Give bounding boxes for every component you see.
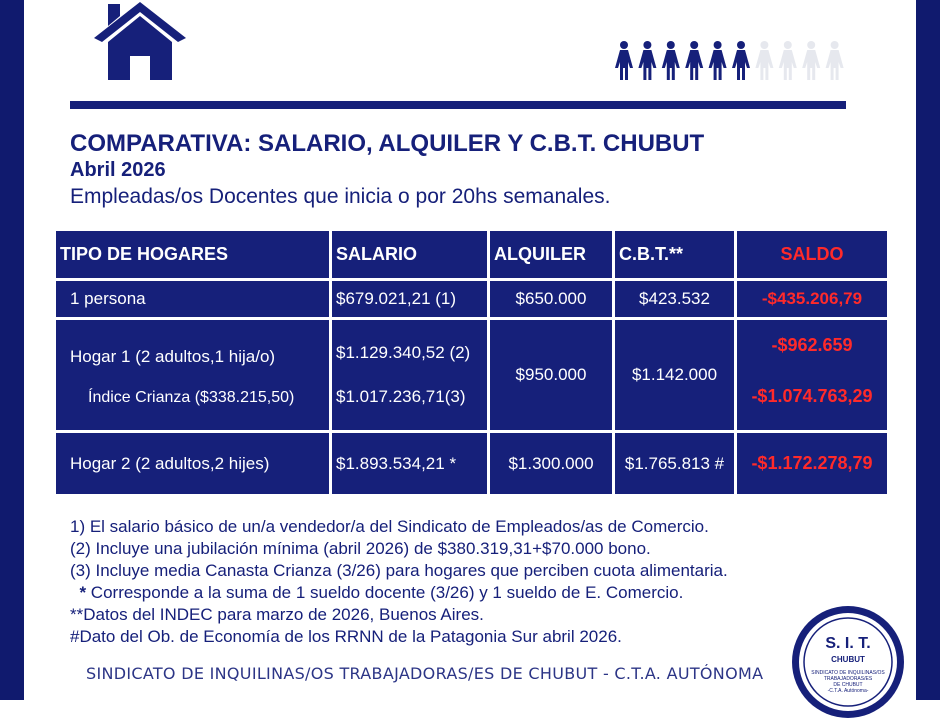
row3-alquiler: $1.300.000 [490,433,612,494]
row2-tipo-main: Hogar 1 (2 adultos,1 hija/o) [70,347,276,366]
row2-saldo-sub: -$1.074.763,29 [751,386,873,406]
note-2: (2) Incluye una jubilación mínima (abril 2026) de $380.319,31+$70.000 bono. [70,539,651,558]
row3-salario: $1.893.534,21 * [332,433,487,494]
row1-saldo: -$435.206,79 [737,281,887,317]
person-figure-icon [685,41,703,80]
note-4-mark: * [79,583,87,602]
note-4-text: Corresponde a la suma de 1 sueldo docente (3/26) y 1 sueldo de E. Comercio. [86,583,684,602]
person-figure-icon [755,41,773,80]
header-rule [70,101,846,109]
page-subtitle: Abril 2026 [70,159,166,181]
footer-text: SINDICATO DE INQUILINAS/OS TRABAJADORAS/ES DE CHUBUT - C.T.A. AUTÓNOMA [86,664,764,683]
row2-salario [332,320,487,430]
person-figure-icons [612,40,848,82]
row2-alquiler: $950.000 [490,320,612,430]
row2-cbt: $1.142.000 [615,320,734,430]
row1-cbt: $423.532 [615,281,734,317]
note-4 [70,582,728,604]
person-figure-icon [638,41,656,80]
right-border [916,0,940,700]
page-description: Empleadas/os Docentes que inicia o por 20hs semanales. [70,185,611,208]
row1-salario: $679.021,21 (1) [332,281,487,317]
person-figure-icon [779,41,797,80]
seal-line2: CHUBUT [831,655,865,664]
footnotes [70,516,728,648]
note-3: (3) Incluye media Canasta Crianza (3/26) para hogares que perciben cuota alimentaria. [70,561,728,580]
note-1: 1) El salario básico de un/a vendedor/a del Sindicato de Empleados/as de Comercio. [70,517,709,536]
person-figure-icon [802,41,820,80]
page-title: COMPARATIVA: SALARIO, ALQUILER Y C.B.T. CHUBUT [70,130,705,157]
row2-saldo-main: -$962.659 [771,335,853,355]
seal-line4: TRABAJADORAS/ES [823,676,873,682]
person-figure-icon [709,41,727,80]
header-cbt: C.B.T.** [615,231,734,278]
union-seal-logo [790,604,906,720]
person-figure-icon [732,41,750,80]
seal-line5: DE CHUBUT [833,682,863,688]
row2-tipo-sub: Índice Crianza ($338.215,50) [88,389,295,406]
row1-alquiler: $650.000 [490,281,612,317]
row3-saldo: -$1.172.278,79 [737,433,887,494]
row1-tipo: 1 persona [56,281,329,317]
person-figure-icon [826,41,844,80]
person-figure-icon [615,41,633,80]
person-figure-icon [662,41,680,80]
house-icon [92,0,188,82]
header-alquiler: ALQUILER [490,231,612,278]
header-salario: SALARIO [332,231,487,278]
seal-line3: SINDICATO DE INQUILINAS/OS [811,670,885,676]
header-tipo: TIPO DE HOGARES [56,231,329,278]
note-5: **Datos del INDEC para marzo de 2026, Buenos Aires. [70,605,484,624]
row3-tipo: Hogar 2 (2 adultos,2 hijes) [56,433,329,494]
left-border [0,0,24,700]
seal-line6: -C.T.A. Autónoma- [827,688,869,694]
row2-salario-sub: $1.017.236,71(3) [336,387,466,406]
row2-salario-main: $1.129.340,52 (2) [336,343,471,362]
note-6: #Dato del Ob. de Economía de los RRNN de la Patagonia Sur abril 2026. [70,627,622,646]
header-saldo: SALDO [737,231,887,278]
row2-tipo [56,320,329,430]
seal-line1: S. I. T. [825,635,871,652]
row3-cbt: $1.765.813 # [615,433,734,494]
row2-saldo [737,320,887,430]
